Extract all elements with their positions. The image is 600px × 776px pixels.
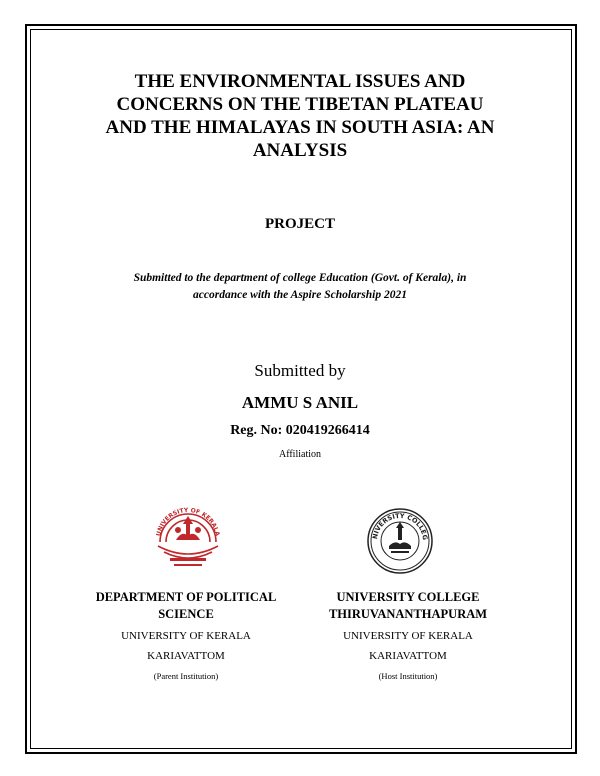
university-of-kerala-logo bbox=[146, 500, 230, 572]
host-institution-block bbox=[308, 589, 508, 682]
host-university: UNIVERSITY OF KERALA bbox=[343, 630, 473, 642]
college-line: THIRUVANANTHAPURAM bbox=[328, 607, 488, 621]
document-title bbox=[60, 70, 540, 162]
title-line: THE ENVIRONMENTAL ISSUES AND bbox=[134, 71, 466, 92]
university-college-emblem-icon bbox=[365, 506, 435, 576]
document-type: PROJECT bbox=[264, 216, 335, 232]
registration-number-text: Reg. No: 020419266414 bbox=[230, 423, 370, 438]
host-college-name bbox=[308, 589, 508, 623]
submission-line: accordance with the Aspire Scholarship 2021 bbox=[193, 289, 407, 301]
parent-university: UNIVERSITY OF KERALA bbox=[121, 630, 251, 642]
parent-location: KARIAVATTOM bbox=[147, 650, 225, 662]
title-line: CONCERNS ON THE TIBETAN PLATEAU bbox=[116, 94, 484, 115]
university-college-logo bbox=[365, 506, 435, 576]
submitted-by-label: Submitted by bbox=[254, 361, 346, 380]
department-line: DEPARTMENT OF POLITICAL bbox=[95, 590, 277, 604]
student-name: AMMU S ANIL bbox=[241, 393, 359, 412]
submission-line: Submitted to the department of college Education (Govt. of Kerala), in bbox=[133, 272, 467, 284]
affiliation-label: Affiliation bbox=[278, 449, 322, 460]
kerala-emblem-icon bbox=[146, 500, 230, 572]
host-location: KARIAVATTOM bbox=[369, 650, 447, 662]
svg-text:UNIVERSITY OF KERALA: UNIVERSITY OF KERALA bbox=[155, 506, 221, 537]
parent-role-label: (Parent Institution) bbox=[153, 671, 219, 681]
department-line: SCIENCE bbox=[158, 607, 214, 621]
title-line: AND THE HIMALAYAS IN SOUTH ASIA: AN bbox=[105, 117, 495, 138]
submission-statement bbox=[60, 270, 540, 304]
host-role-label: (Host Institution) bbox=[378, 671, 438, 681]
parent-institution-block bbox=[80, 589, 292, 682]
svg-text:UNIVERSITY COLLEGE: NIVERSITY COLLEG bbox=[370, 511, 430, 541]
title-line: ANALYSIS bbox=[252, 140, 348, 161]
registration-number bbox=[0, 423, 600, 439]
college-line: UNIVERSITY COLLEGE bbox=[336, 590, 480, 604]
parent-department-name bbox=[80, 589, 292, 623]
